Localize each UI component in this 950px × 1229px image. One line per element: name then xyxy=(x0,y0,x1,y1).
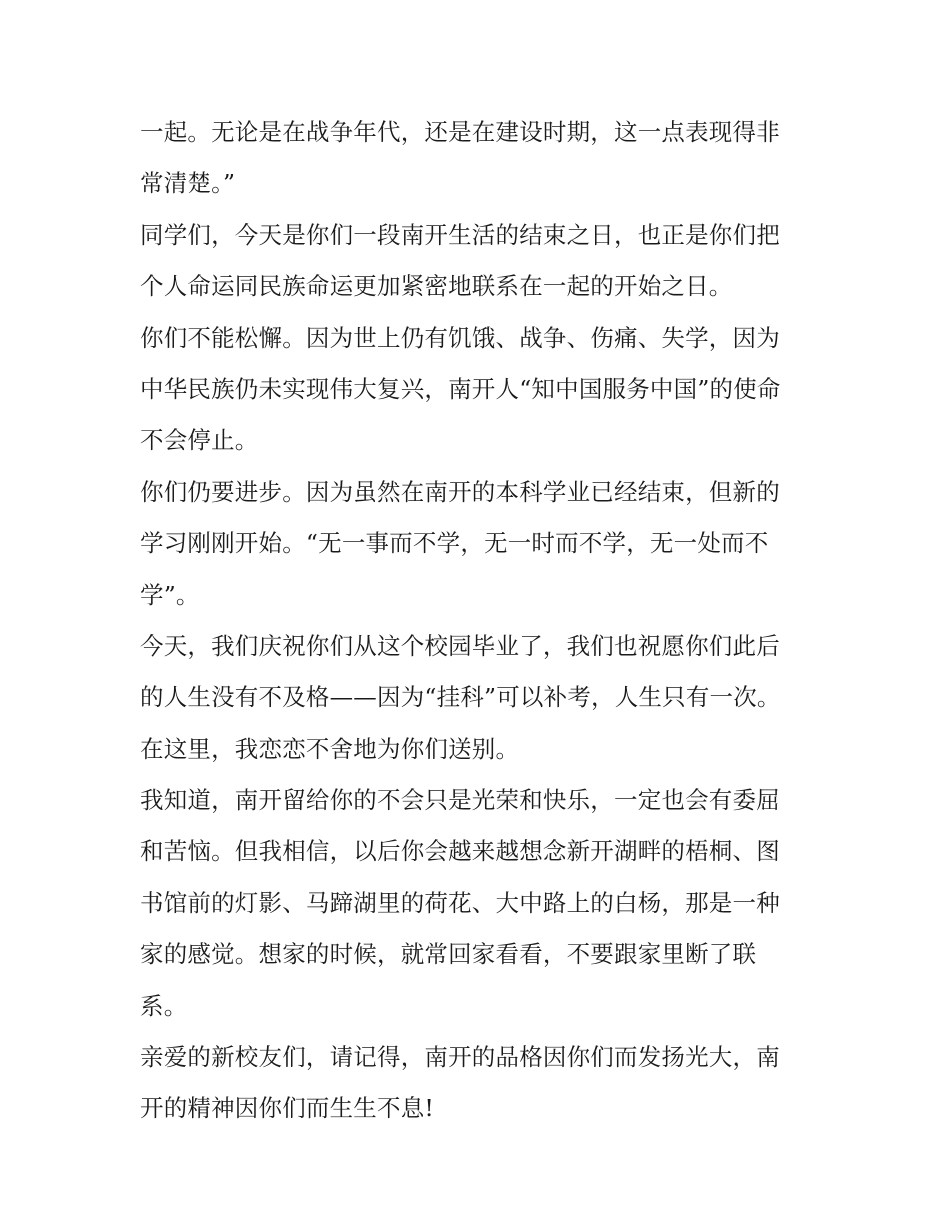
text-line: 同学们，今天是你们一段南开生活的结束之日，也正是你们把 xyxy=(140,220,780,249)
text-line: 常清楚。” xyxy=(140,169,236,198)
text-line: 学习刚刚开始。“无一事而不学，无一时而不学，无一处而不 xyxy=(140,529,769,558)
text-line: 今天，我们庆祝你们从这个校园毕业了，我们也祝愿你们此后 xyxy=(140,631,780,660)
text-line: 开的精神因你们而生生不息! xyxy=(140,1094,435,1123)
text-line: 书馆前的灯影、马蹄湖里的荷花、大中路上的白杨，那是一种 xyxy=(140,888,780,917)
text-line: 我知道，南开留给你的不会只是光荣和快乐，一定也会有委屈 xyxy=(140,786,780,815)
text-line: 系。 xyxy=(140,991,188,1020)
document-body xyxy=(140,107,812,1135)
text-line: 亲爱的新校友们，请记得，南开的品格因你们而发扬光大，南 xyxy=(140,1043,780,1072)
text-line: 你们仍要进步。因为虽然在南开的本科学业已经结束，但新的 xyxy=(140,477,780,506)
text-line: 学”。 xyxy=(140,580,200,609)
text-line: 不会停止。 xyxy=(140,426,259,455)
text-line: 你们不能松懈。因为世上仍有饥饿、战争、伤痛、失学，因为 xyxy=(140,323,780,352)
text-line: 中华民族仍未实现伟大复兴，南开人“知中国服务中国”的使命 xyxy=(140,374,781,403)
text-line: 家的感觉。想家的时候，就常回家看看，不要跟家里断了联 xyxy=(140,940,757,969)
text-line: 和苦恼。但我相信，以后你会越来越想念新开湖畔的梧桐、图 xyxy=(140,837,780,866)
text-line: 的人生没有不及格——因为“挂科”可以补考，人生只有一次。 xyxy=(140,683,781,712)
text-line: 在这里，我恋恋不舍地为你们送别。 xyxy=(140,734,520,763)
text-line: 个人命运同民族命运更加紧密地联系在一起的开始之日。 xyxy=(140,272,733,301)
text-line: 一起。无论是在战争年代，还是在建设时期，这一点表现得非 xyxy=(140,118,780,146)
